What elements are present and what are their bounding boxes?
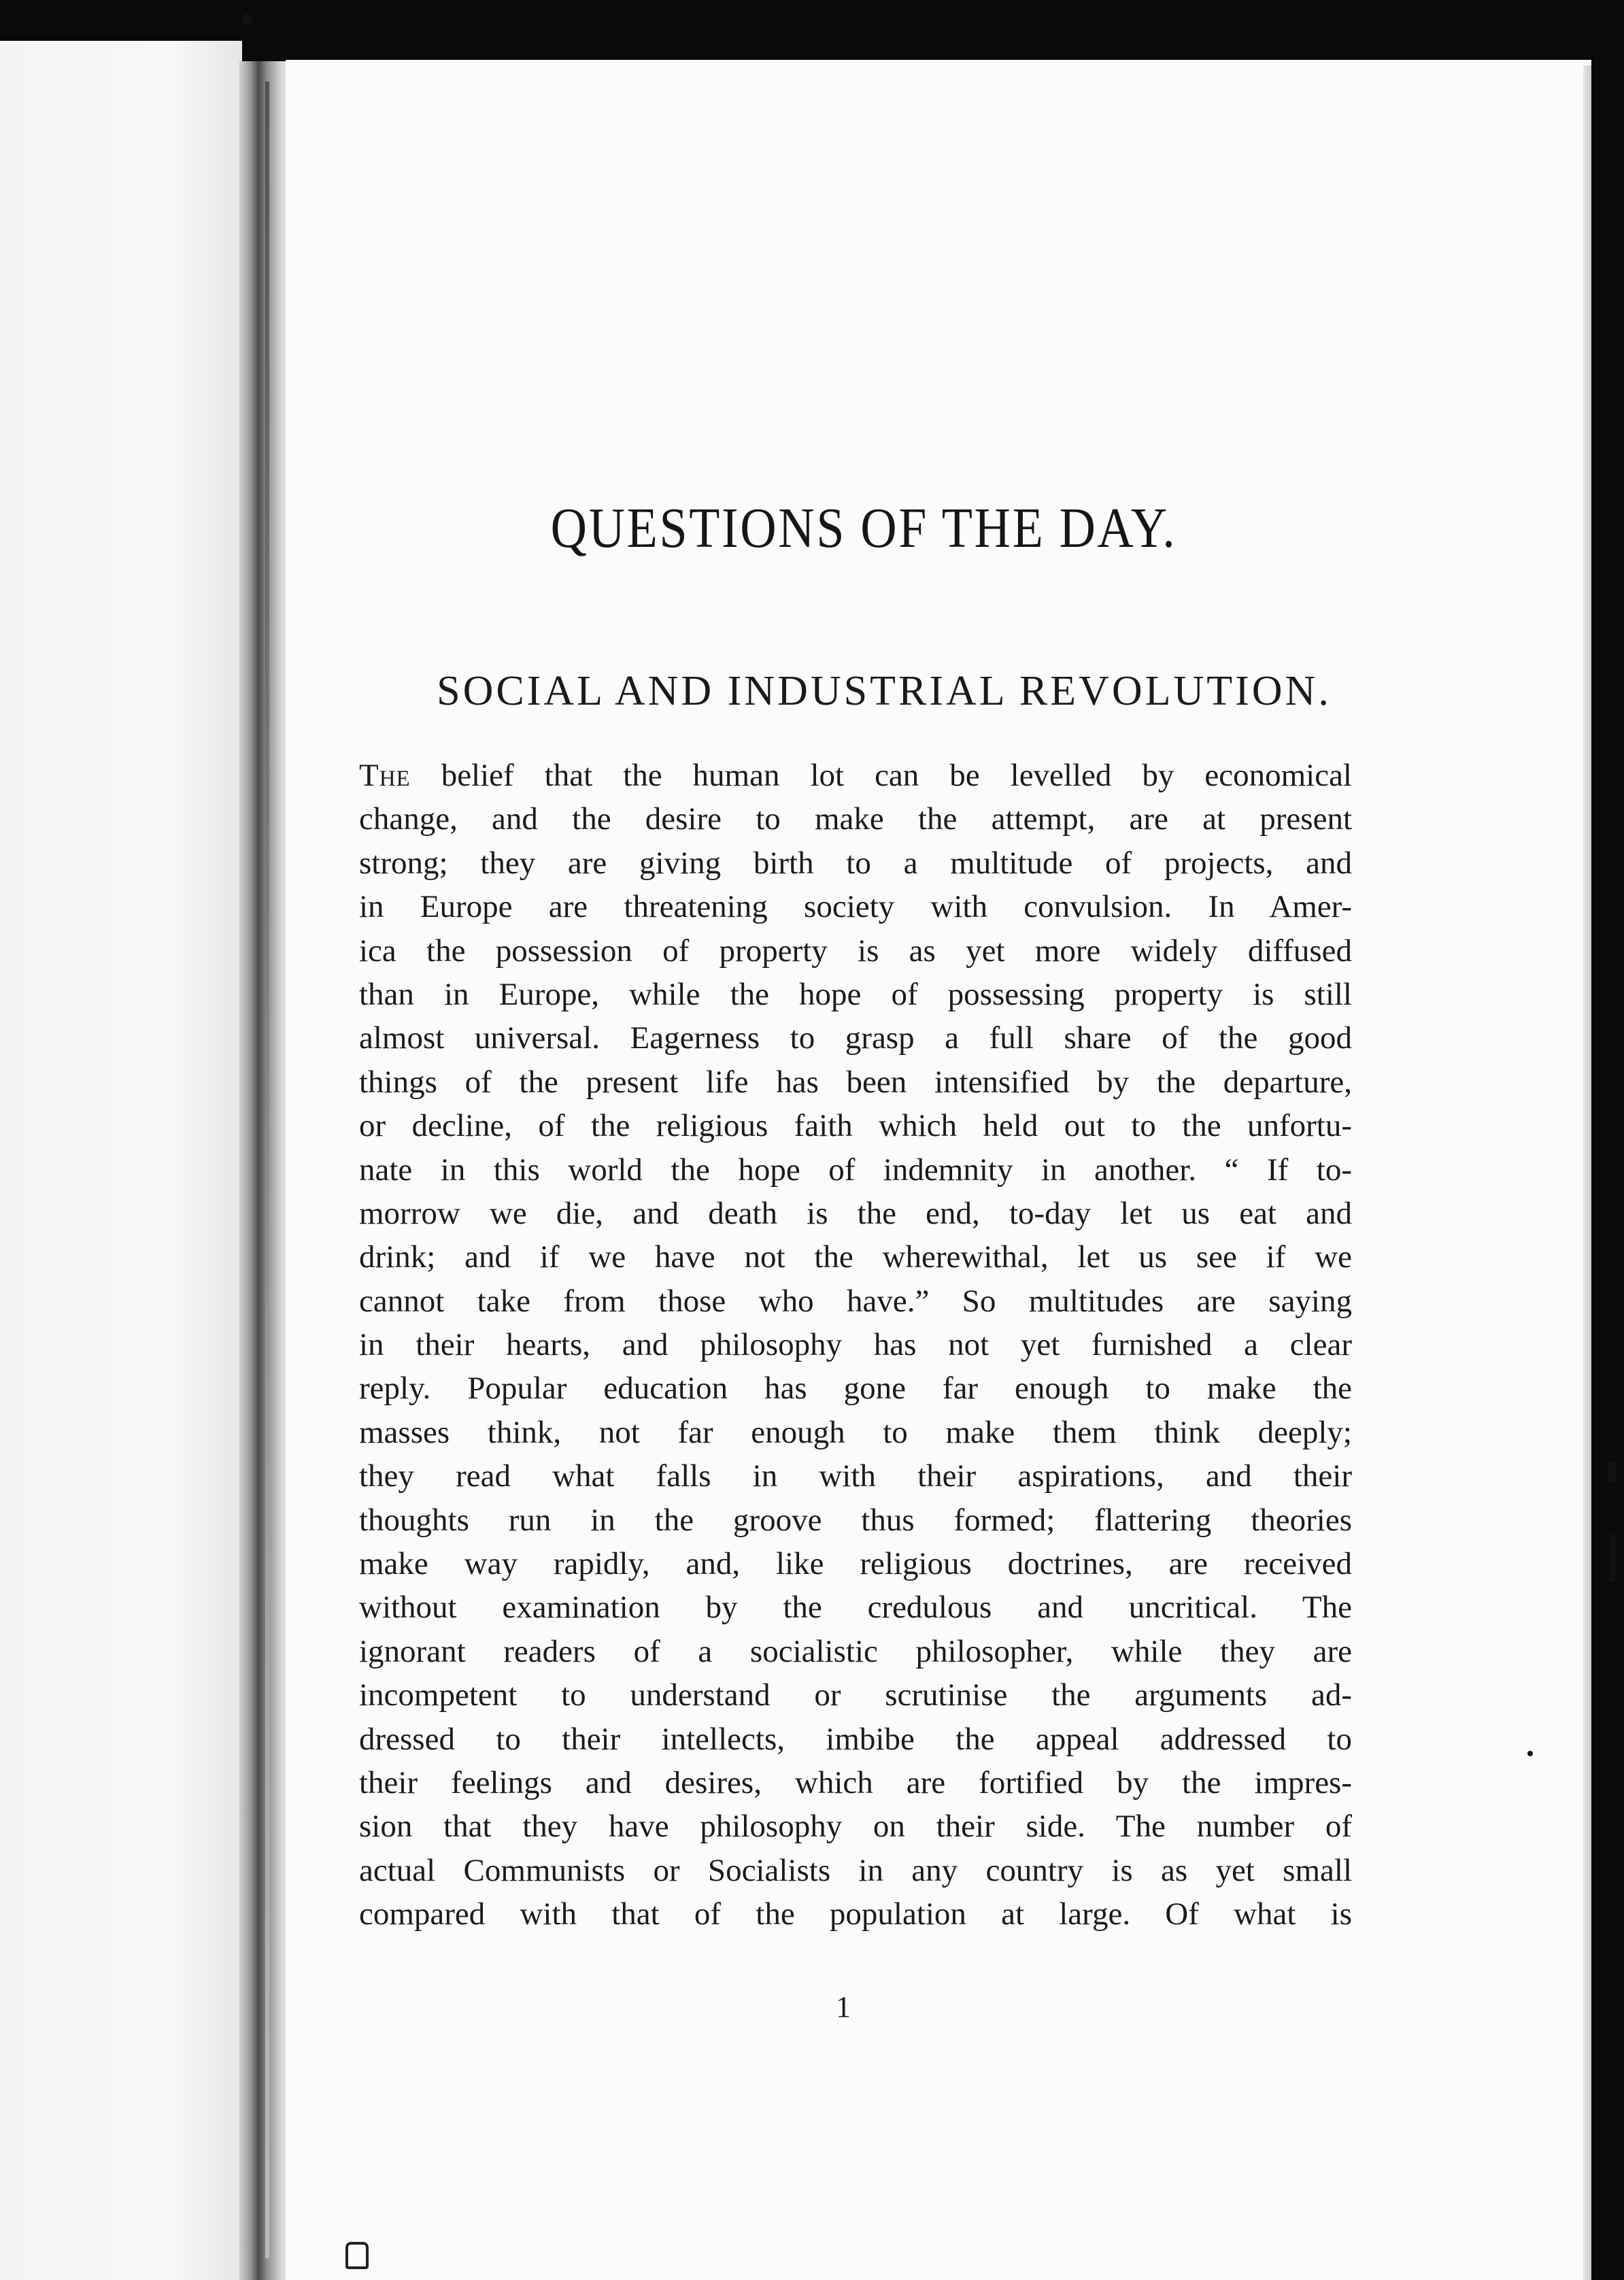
scan-speck bbox=[1608, 1461, 1616, 1483]
scan-speck bbox=[1527, 1751, 1533, 1756]
text-line: compared with that of the population at large. Of what is bbox=[359, 1896, 1352, 1932]
page-edge bbox=[1583, 65, 1591, 2280]
text-line: in Europe are threatening society with convulsion. In Amer- bbox=[359, 889, 1352, 925]
text-line: things of the present life has been intensified by the departure, bbox=[359, 1064, 1352, 1100]
text-line: drink; and if we have not the wherewithal, let us see if we bbox=[359, 1239, 1352, 1275]
text-line: reply. Popular education has gone far enough to make the bbox=[359, 1371, 1352, 1407]
text-line: morrow we die, and death is the end, to-day let us eat and bbox=[359, 1195, 1352, 1231]
text-line: incompetent to understand or scrutinise the arguments ad- bbox=[359, 1677, 1352, 1713]
text-line: nate in this world the hope of indemnity in another. “ If to- bbox=[359, 1152, 1352, 1188]
chapter-title: SOCIAL AND INDUSTRIAL REVOLUTION. bbox=[437, 668, 1332, 714]
text-line: in their hearts, and philosophy has not yet furnished a clear bbox=[359, 1327, 1352, 1363]
text-line: change, and the desire to make the attempt, are at present bbox=[359, 801, 1352, 837]
text-line: or decline, of the religious faith which held out to the unfortu- bbox=[359, 1108, 1352, 1144]
text-line: they read what falls in with their aspirations, and their bbox=[359, 1458, 1352, 1494]
text-line bbox=[359, 754, 1352, 797]
text-line: ignorant readers of a socialistic philosopher, while they are bbox=[359, 1633, 1352, 1669]
text-line: cannot take from those who have.” So multitudes are saying bbox=[359, 1283, 1352, 1319]
book-title: QUESTIONS OF THE DAY. bbox=[550, 497, 1177, 560]
text-line: strong; they are giving birth to a multitude of projects, and bbox=[359, 845, 1352, 881]
text-line: almost universal. Eagerness to grasp a full share of the good bbox=[359, 1020, 1352, 1056]
gutter-shadow bbox=[265, 82, 269, 2258]
text-line: masses think, not far enough to make them think deeply; bbox=[359, 1414, 1352, 1450]
text-line: make way rapidly, and, like religious doctrines, are received bbox=[359, 1546, 1352, 1582]
facing-page bbox=[0, 41, 242, 2280]
text-line: than in Europe, while the hope of possessing property is still bbox=[359, 976, 1352, 1012]
text-line: without examination by the credulous and uncritical. The bbox=[359, 1590, 1352, 1626]
lead-word: The bbox=[359, 758, 411, 793]
text-line: actual Communists or Socialists in any country is as yet small bbox=[359, 1852, 1352, 1888]
text-line: thoughts run in the groove thus formed; flattering theories bbox=[359, 1502, 1352, 1538]
page-number: 1 bbox=[836, 1990, 851, 2024]
text-line: sion that they have philosophy on their side. The number of bbox=[359, 1809, 1352, 1845]
scan-speck bbox=[1609, 1535, 1616, 1582]
text-line: dressed to their intellects, imbibe the appeal addressed to bbox=[359, 1721, 1352, 1757]
text-line: their feelings and desires, which are fortified by the impres- bbox=[359, 1764, 1352, 1800]
text-line-content: belief that the human lot can be levelled by economical bbox=[410, 758, 1352, 793]
scan-artifact-icon bbox=[345, 2242, 369, 2269]
text-line: ica the possession of property is as yet more widely diffused bbox=[359, 933, 1352, 969]
scan-speck bbox=[242, 14, 253, 24]
body-paragraph bbox=[359, 754, 1352, 1937]
